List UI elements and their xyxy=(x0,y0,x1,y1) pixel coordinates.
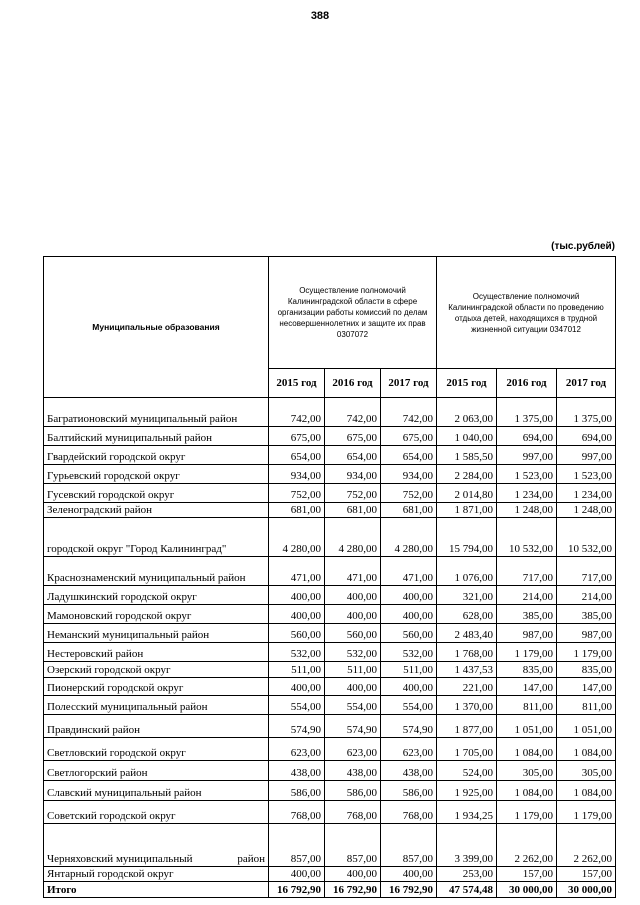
amount-cell: 400,00 xyxy=(325,586,381,605)
table-row xyxy=(44,624,616,643)
amount-cell: 835,00 xyxy=(497,662,557,678)
amount-cell: 221,00 xyxy=(437,678,497,696)
amount-cell: 694,00 xyxy=(557,427,616,446)
amount-cell: 628,00 xyxy=(437,605,497,624)
table-row xyxy=(44,465,616,484)
amount-cell: 1 051,00 xyxy=(497,715,557,738)
amount-cell: 2 284,00 xyxy=(437,465,497,484)
table-row xyxy=(44,605,616,624)
amount-cell: 321,00 xyxy=(437,586,497,605)
amount-cell: 400,00 xyxy=(269,605,325,624)
amount-cell: 1 768,00 xyxy=(437,643,497,662)
column-group-header-commissions: Осуществление полномочий Калининградской области в сфере организации работы комиссий по делам несовершеннолетних и защите их прав 0307072 xyxy=(269,257,437,369)
amount-cell: 214,00 xyxy=(497,586,557,605)
municipality-name: Полесский муниципальный район xyxy=(44,696,269,715)
municipality-name: Светловский городской округ xyxy=(44,738,269,761)
amount-cell: 857,00 xyxy=(325,824,381,867)
amount-cell: 934,00 xyxy=(381,465,437,484)
amount-cell: 768,00 xyxy=(269,801,325,824)
amount-cell: 511,00 xyxy=(381,662,437,678)
amount-cell: 987,00 xyxy=(557,624,616,643)
amount-cell: 147,00 xyxy=(497,678,557,696)
amount-cell: 1 040,00 xyxy=(437,427,497,446)
amount-cell: 400,00 xyxy=(269,678,325,696)
amount-cell: 400,00 xyxy=(381,605,437,624)
amount-cell: 654,00 xyxy=(381,446,437,465)
amount-cell: 10 532,00 xyxy=(557,518,616,557)
amount-cell: 1 871,00 xyxy=(437,503,497,518)
year-header: 2015 год xyxy=(269,369,325,398)
amount-cell: 623,00 xyxy=(269,738,325,761)
amount-cell: 997,00 xyxy=(497,446,557,465)
amount-cell: 623,00 xyxy=(325,738,381,761)
amount-cell: 554,00 xyxy=(269,696,325,715)
municipality-name: Нестеровский район xyxy=(44,643,269,662)
amount-cell: 768,00 xyxy=(381,801,437,824)
amount-cell: 1 234,00 xyxy=(497,484,557,503)
table-row xyxy=(44,761,616,781)
amount-cell: 511,00 xyxy=(269,662,325,678)
amount-cell: 157,00 xyxy=(557,867,616,882)
amount-cell: 1 934,25 xyxy=(437,801,497,824)
amount-cell: 438,00 xyxy=(269,761,325,781)
amount-cell: 1 523,00 xyxy=(557,465,616,484)
table-row xyxy=(44,678,616,696)
amount-cell: 305,00 xyxy=(497,761,557,781)
table-row xyxy=(44,781,616,801)
amount-cell: 532,00 xyxy=(325,643,381,662)
amount-cell: 385,00 xyxy=(497,605,557,624)
amount-cell: 811,00 xyxy=(557,696,616,715)
amount-cell: 4 280,00 xyxy=(381,518,437,557)
amount-cell: 214,00 xyxy=(557,586,616,605)
amount-cell: 742,00 xyxy=(381,398,437,427)
amount-cell: 4 280,00 xyxy=(269,518,325,557)
amount-cell: 1 248,00 xyxy=(497,503,557,518)
municipality-name: Славский муниципальный район xyxy=(44,781,269,801)
amount-cell: 1 877,00 xyxy=(437,715,497,738)
budget-table xyxy=(43,256,616,898)
municipality-name: Зеленоградский район xyxy=(44,503,269,518)
amount-cell: 934,00 xyxy=(325,465,381,484)
municipality-name: Светлогорский район xyxy=(44,761,269,781)
municipality-name-part: Черняховский муниципальный xyxy=(47,853,193,865)
municipality-name: Гусевский городской округ xyxy=(44,484,269,503)
amount-cell: 1 179,00 xyxy=(497,801,557,824)
amount-cell: 681,00 xyxy=(381,503,437,518)
amount-cell: 385,00 xyxy=(557,605,616,624)
amount-cell: 10 532,00 xyxy=(497,518,557,557)
amount-cell: 532,00 xyxy=(269,643,325,662)
total-value: 30 000,00 xyxy=(557,882,616,898)
total-value: 16 792,90 xyxy=(381,882,437,898)
amount-cell: 623,00 xyxy=(381,738,437,761)
municipality-name xyxy=(44,824,269,867)
table-row xyxy=(44,824,616,867)
municipality-name: Озерский городской округ xyxy=(44,662,269,678)
amount-cell: 857,00 xyxy=(381,824,437,867)
amount-cell: 400,00 xyxy=(381,586,437,605)
amount-cell: 2 483,40 xyxy=(437,624,497,643)
table-row xyxy=(44,696,616,715)
table-row xyxy=(44,586,616,605)
amount-cell: 752,00 xyxy=(325,484,381,503)
amount-cell: 438,00 xyxy=(325,761,381,781)
amount-cell: 768,00 xyxy=(325,801,381,824)
amount-cell: 400,00 xyxy=(381,867,437,882)
total-value: 16 792,90 xyxy=(325,882,381,898)
amount-cell: 654,00 xyxy=(325,446,381,465)
total-row xyxy=(44,882,616,898)
amount-cell: 511,00 xyxy=(325,662,381,678)
amount-cell: 681,00 xyxy=(325,503,381,518)
amount-cell: 1 523,00 xyxy=(497,465,557,484)
total-value: 47 574,48 xyxy=(437,882,497,898)
units-label: (тыс.рублей) xyxy=(551,241,615,252)
amount-cell: 3 399,00 xyxy=(437,824,497,867)
table-row xyxy=(44,518,616,557)
amount-cell: 717,00 xyxy=(497,557,557,586)
amount-cell: 532,00 xyxy=(381,643,437,662)
amount-cell: 2 262,00 xyxy=(497,824,557,867)
amount-cell: 675,00 xyxy=(325,427,381,446)
amount-cell: 1 437,53 xyxy=(437,662,497,678)
amount-cell: 554,00 xyxy=(381,696,437,715)
page-number: 388 xyxy=(310,10,330,22)
amount-cell: 15 794,00 xyxy=(437,518,497,557)
amount-cell: 934,00 xyxy=(269,465,325,484)
amount-cell: 1 585,50 xyxy=(437,446,497,465)
amount-cell: 471,00 xyxy=(381,557,437,586)
amount-cell: 1 084,00 xyxy=(557,781,616,801)
amount-cell: 1 179,00 xyxy=(557,801,616,824)
municipality-name: Гвардейский городской округ xyxy=(44,446,269,465)
table-row xyxy=(44,503,616,518)
table-row xyxy=(44,801,616,824)
municipality-name: Правдинский район xyxy=(44,715,269,738)
amount-cell: 400,00 xyxy=(381,678,437,696)
amount-cell: 400,00 xyxy=(325,678,381,696)
municipality-name: Пионерский городской округ xyxy=(44,678,269,696)
amount-cell: 1 084,00 xyxy=(497,738,557,761)
amount-cell: 400,00 xyxy=(325,605,381,624)
amount-cell: 560,00 xyxy=(325,624,381,643)
municipality-name: Мамоновский городской округ xyxy=(44,605,269,624)
total-label: Итого xyxy=(44,882,269,898)
amount-cell: 4 280,00 xyxy=(325,518,381,557)
amount-cell: 586,00 xyxy=(381,781,437,801)
amount-cell: 997,00 xyxy=(557,446,616,465)
table-row xyxy=(44,446,616,465)
table-row xyxy=(44,738,616,761)
amount-cell: 471,00 xyxy=(269,557,325,586)
municipality-name: Ладушкинский городской округ xyxy=(44,586,269,605)
amount-cell: 2 014,80 xyxy=(437,484,497,503)
table-row xyxy=(44,484,616,503)
municipality-name: Гурьевский городской округ xyxy=(44,465,269,484)
amount-cell: 2 262,00 xyxy=(557,824,616,867)
amount-cell: 1 375,00 xyxy=(557,398,616,427)
amount-cell: 253,00 xyxy=(437,867,497,882)
amount-cell: 1 370,00 xyxy=(437,696,497,715)
amount-cell: 438,00 xyxy=(381,761,437,781)
year-header: 2017 год xyxy=(381,369,437,398)
amount-cell: 1 084,00 xyxy=(497,781,557,801)
municipality-name: Неманский муниципальный район xyxy=(44,624,269,643)
amount-cell: 305,00 xyxy=(557,761,616,781)
amount-cell: 586,00 xyxy=(269,781,325,801)
table-row xyxy=(44,643,616,662)
table-row xyxy=(44,662,616,678)
amount-cell: 147,00 xyxy=(557,678,616,696)
amount-cell: 752,00 xyxy=(381,484,437,503)
amount-cell: 560,00 xyxy=(381,624,437,643)
amount-cell: 157,00 xyxy=(497,867,557,882)
amount-cell: 574,90 xyxy=(381,715,437,738)
amount-cell: 1 076,00 xyxy=(437,557,497,586)
municipality-name: городской округ "Город Калининград" xyxy=(44,518,269,557)
column-header-municipalities: Муниципальные образования xyxy=(44,257,269,398)
municipality-name: Советский городской округ xyxy=(44,801,269,824)
amount-cell: 1 051,00 xyxy=(557,715,616,738)
amount-cell: 1 179,00 xyxy=(497,643,557,662)
amount-cell: 524,00 xyxy=(437,761,497,781)
amount-cell: 681,00 xyxy=(269,503,325,518)
amount-cell: 987,00 xyxy=(497,624,557,643)
municipality-name: Балтийский муниципальный район xyxy=(44,427,269,446)
column-group-header-children-rest: Осуществление полномочий Калининградской области по проведению отдыха детей, находящихся в трудной жизненной ситуации 0347012 xyxy=(437,257,616,369)
amount-cell: 675,00 xyxy=(269,427,325,446)
table-row xyxy=(44,715,616,738)
amount-cell: 2 063,00 xyxy=(437,398,497,427)
year-header: 2017 год xyxy=(557,369,616,398)
amount-cell: 1 234,00 xyxy=(557,484,616,503)
amount-cell: 1 248,00 xyxy=(557,503,616,518)
year-header: 2015 год xyxy=(437,369,497,398)
amount-cell: 1 084,00 xyxy=(557,738,616,761)
amount-cell: 811,00 xyxy=(497,696,557,715)
amount-cell: 471,00 xyxy=(325,557,381,586)
amount-cell: 742,00 xyxy=(325,398,381,427)
municipality-name-tail: район xyxy=(237,853,265,865)
amount-cell: 1 925,00 xyxy=(437,781,497,801)
amount-cell: 1 705,00 xyxy=(437,738,497,761)
amount-cell: 717,00 xyxy=(557,557,616,586)
amount-cell: 574,90 xyxy=(325,715,381,738)
amount-cell: 857,00 xyxy=(269,824,325,867)
amount-cell: 400,00 xyxy=(269,867,325,882)
amount-cell: 654,00 xyxy=(269,446,325,465)
amount-cell: 1 179,00 xyxy=(557,643,616,662)
amount-cell: 560,00 xyxy=(269,624,325,643)
amount-cell: 574,90 xyxy=(269,715,325,738)
municipality-name: Янтарный городской округ xyxy=(44,867,269,882)
table-row xyxy=(44,557,616,586)
amount-cell: 554,00 xyxy=(325,696,381,715)
municipality-name: Багратионовский муниципальный район xyxy=(44,398,269,427)
amount-cell: 400,00 xyxy=(269,586,325,605)
year-header: 2016 год xyxy=(325,369,381,398)
amount-cell: 675,00 xyxy=(381,427,437,446)
table-row xyxy=(44,867,616,882)
year-header: 2016 год xyxy=(497,369,557,398)
amount-cell: 742,00 xyxy=(269,398,325,427)
table-row xyxy=(44,427,616,446)
total-value: 30 000,00 xyxy=(497,882,557,898)
municipality-name: Краснознаменский муниципальный район xyxy=(44,557,269,586)
amount-cell: 694,00 xyxy=(497,427,557,446)
amount-cell: 400,00 xyxy=(325,867,381,882)
amount-cell: 586,00 xyxy=(325,781,381,801)
amount-cell: 1 375,00 xyxy=(497,398,557,427)
amount-cell: 752,00 xyxy=(269,484,325,503)
table-row xyxy=(44,398,616,427)
total-value: 16 792,90 xyxy=(269,882,325,898)
amount-cell: 835,00 xyxy=(557,662,616,678)
